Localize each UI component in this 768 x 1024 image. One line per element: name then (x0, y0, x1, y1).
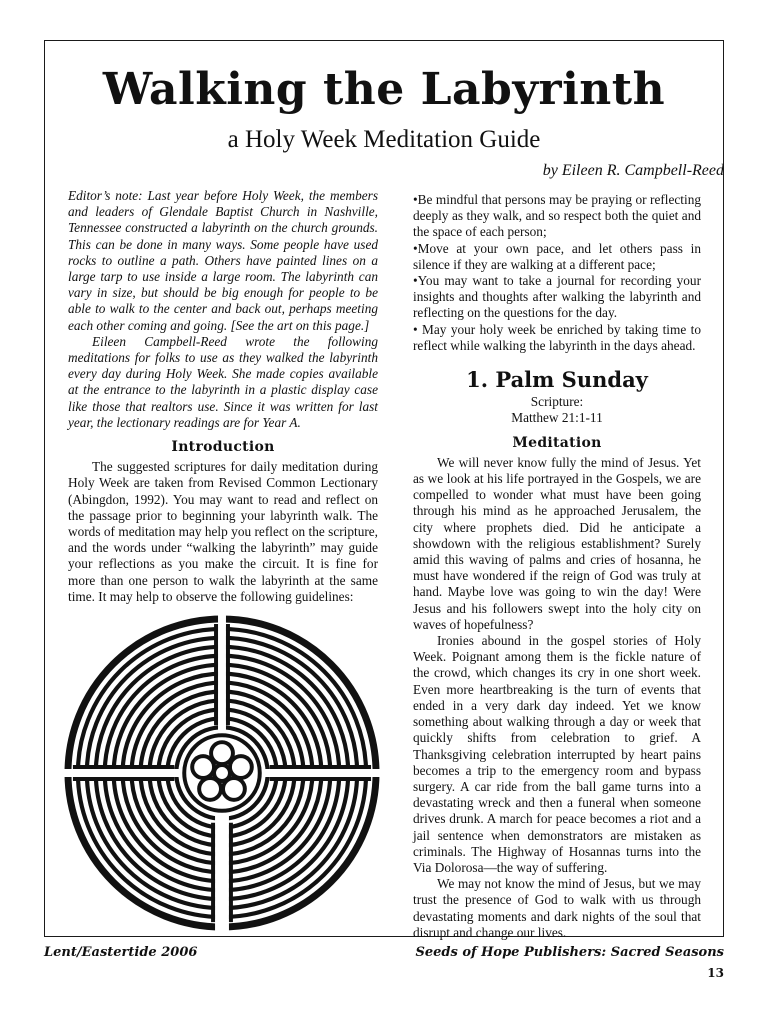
editors-note (68, 188, 378, 431)
guideline-item: •You may want to take a journal for recording your insights and thoughts after walking the labyrinth and reflecting on the questions for the day. (413, 273, 701, 321)
editors-note-p2: Eileen Campbell-Reed wrote the following meditations for folks to use as they walked the labyrinth every day during Holy Week. She made copies available at the entrance to the labyrinth in a plastic display case like those that realtors use. Since it was written for last year, the lectionary readings are for Year A. (68, 333, 378, 430)
guideline-item: • May your holy week be enriched by taking time to reflect while walking the labyrinth in the days ahead. (413, 321, 701, 353)
guideline-item: •Be mindful that persons may be praying or reflecting deeply as they walk, and so respect both the quiet and the space of each person; (413, 192, 701, 240)
right-column (413, 192, 701, 941)
scripture-label: Scripture: (530, 394, 584, 410)
footer-issue: Lent/Eastertide 2006 (44, 945, 198, 960)
labyrinth-illustration (63, 614, 381, 932)
scripture-reference: Matthew 21:1-11 (511, 410, 603, 426)
page-subtitle: a Holy Week Meditation Guide (227, 126, 541, 153)
byline: by Eileen R. Campbell-Reed (542, 162, 724, 179)
left-column (68, 188, 378, 605)
guideline-item: •Move at your own pace, and let others pass in silence if they are walking at a different pace; (413, 240, 701, 272)
introduction-heading: Introduction (171, 439, 275, 456)
footer-publisher: Seeds of Hope Publishers: Sacred Seasons (415, 945, 724, 960)
meditation-p3: We may not know the mind of Jesus, but we may trust the presence of God to walk with us through devastating moments and dark nights of the soul that disrupt and change our lives. (413, 876, 701, 940)
palm-sunday-heading: 1. Palm Sunday (466, 367, 648, 393)
page-title: Walking the Labyrinth (102, 64, 666, 115)
page-number: 13 (707, 966, 724, 980)
introduction-body: The suggested scriptures for daily meditation during Holy Week are taken from Revised Common Lectionary (Abingdon, 1992). You may want to read and reflect on the passage prior to beginning your labyrinth walk. The words of meditation may help you reflect on the scripture, and the words under “walking the labyrinth” may guide your reflections as you make the circuit. It is fine for more than one person to walk the labyrinth at the same time. It may help to observe the following guidelines: (68, 459, 378, 604)
editors-note-p1: Editor’s note: Last year before Holy Week, the members and leaders of Glendale Baptist Church in Nashville, Tennessee constructed a labyrinth on the church grounds. This can be done in many ways. Some people have used rocks to outline a path. Others have painted lines on a large tarp to use inside a large room. The labyrinth can vary in size, but should be big enough for people to be able to walk to the center and back out, perhaps meeting each other coming and going. [See the art on this page.] (68, 188, 378, 333)
meditation-p2: Ironies abound in the gospel stories of Holy Week. Poignant among them is the fickle nature of the crowd, which changes its cry in one short week. Even more heartbreaking is the turn of events that ended in a very dark day indeed. Yet we know something about walking through a day or week that quickly shifts from celebration to grief. A Thanksgiving celebration interrupted by heart pains becomes a trip to the emergency room and bypass surgery. A car ride from the ball game turns into a devastating wreck and then a funeral when someone drives drunk. A march for peace becomes a riot and a jail sentence when demonstrators are mistaken as criminals. The Highway of Hosannas turns into the Via Dolorosa—the way of suffering. (413, 633, 701, 875)
meditation-p1: We will never know fully the mind of Jesus. Yet as we look at his life portrayed in the Gospels, we are compelled to wonder what must have been going through his mind as he approached Jerusalem, the city where prophets died. Did he anticipate a showdown with the religious establishment? Surely amid this waving of palms and cries of hosanna, he must have wondered if the reign of God was truly at hand. Maybe love was going to win the day! Were Jesus and his followers swept into the holy city on waves of hopefulness? (413, 454, 701, 632)
meditation-heading: Meditation (512, 434, 602, 451)
